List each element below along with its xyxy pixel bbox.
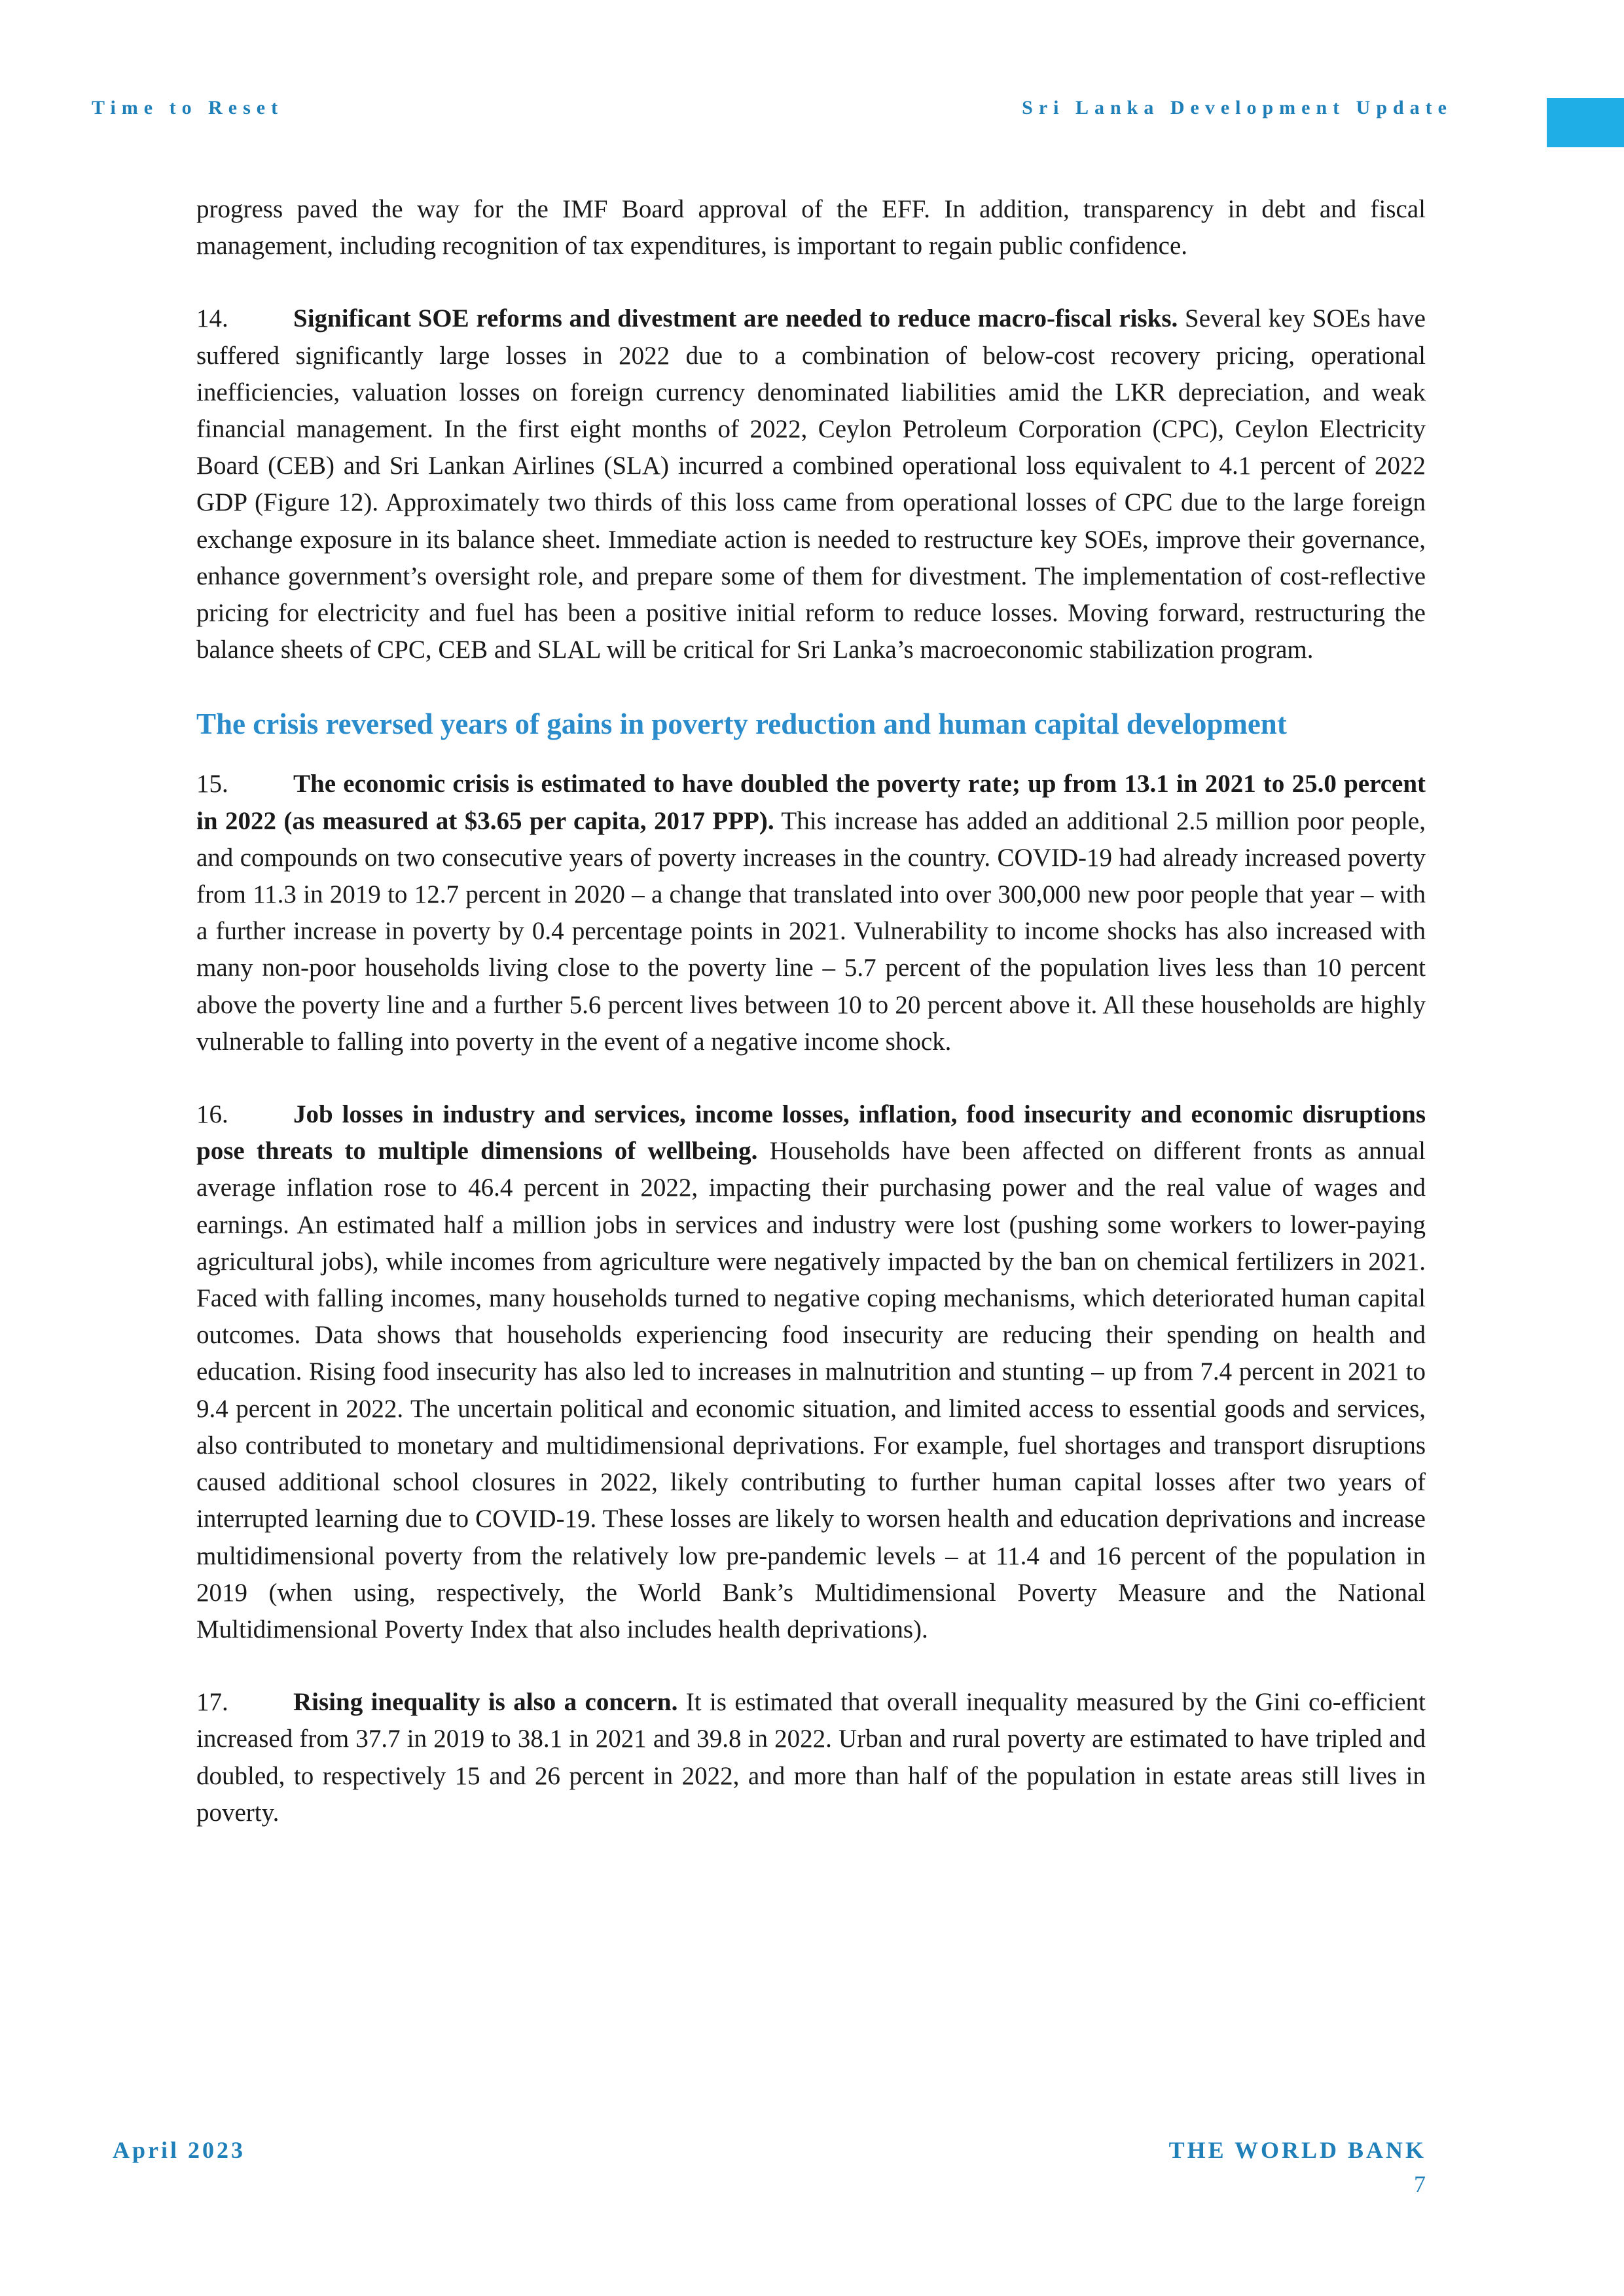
paragraph-text: progress paved the way for the IMF Board approval of the EFF. In addition, transparency in debt and fiscal management, including recognition of tax expenditures, is important to regain public confidence. — [196, 195, 1426, 260]
paragraph-lead: The economic crisis is estimated to have doubled the poverty rate; up from 13.1 in 2021 to 25.0 percent in 2022 (as measured at $3.65 per capita, 2017 PPP). — [196, 770, 1426, 835]
footer-date: April 2023 — [113, 2137, 246, 2163]
page-number: 7 — [1414, 2171, 1426, 2197]
paragraph-lead: Job losses in industry and services, income losses, inflation, food insecurity and economic disruptions pose threats to multiple dimensions of wellbeing. — [196, 1100, 1426, 1166]
paragraph-16 — [196, 1096, 1426, 1648]
paragraph-number: 15. — [196, 770, 228, 798]
paragraph-text: It is estimated that overall inequality measured by the Gini co-efficient increased from 37.7 in 2019 to 38.1 in 2021 and 39.8 in 2022. Urban and rural poverty are estimated to have tripled and doubled, to respectively 15 and 26 percent in 2022, and more than half of the population in estate areas still lives in poverty. — [196, 1688, 1426, 1827]
paragraph-text: This increase has added an additional 2.5 million poor people, and compounds on two consecutive years of poverty increases in the country. COVID-19 had already increased poverty from 11.3 in 2019 to 12.7 percent in 2020 – a change that translated into over 300,000 new poor people that year – with a further increase in poverty by 0.4 percentage points in 2021. Vulnerability to income shocks has also increased with many non-poor households living close to the poverty line – 5.7 percent of the population lives less than 10 percent above the poverty line and a further 5.6 percent lives between 10 to 20 percent above it. All these households are highly vulnerable to falling into poverty in the event of a negative income shock. — [196, 806, 1426, 1056]
paragraph-15 — [196, 766, 1426, 1060]
paragraph-text: Households have been affected on different fronts as annual average inflation rose to 46.4 percent in 2022, impacting their purchasing power and the real value of wages and earnings. An estimated half a million jobs in services and industry were lost (pushing some workers to lower-paying agricultural jobs), while incomes from agriculture were negatively impacted by the ban on chemical fertilizers in 2021. Faced with falling incomes, many households turned to negative coping mechanisms, which deteriorated human capital outcomes. Data shows that households experiencing food insecurity are reducing their spending on health and education. Rising food insecurity has also led to increases in malnutrition and stunting – up from 7.4 percent in 2021 to 9.4 percent in 2022. The uncertain political and economic situation, and limited access to essential goods and services, also contributed to monetary and multidimensional deprivations. For example, fuel shortages and transport disruptions caused additional school closures in 2022, likely contributing to further human capital losses after two years of interrupted learning due to COVID-19. These losses are likely to worsen health and education deprivations and increase multidimensional poverty from the relatively low pre-pandemic levels – at 11.4 and 16 percent of the population in 2019 (when using, respectively, the World Bank’s Multidimensional Poverty Measure and the National Multidimensional Poverty Index that also includes health deprivations). — [196, 1137, 1426, 1643]
header-color-tab — [1547, 98, 1624, 147]
section-heading: The crisis reversed years of gains in poverty reduction and human capital development — [196, 708, 1287, 741]
paragraph-continued — [196, 191, 1426, 264]
header-series-title: Sri Lanka Development Update — [1022, 97, 1453, 118]
paragraph-lead: Rising inequality is also a concern. — [293, 1688, 678, 1717]
paragraph-17 — [196, 1684, 1426, 1831]
document-body — [196, 191, 1426, 1867]
paragraph-number: 14. — [196, 304, 228, 333]
paragraph-text: Several key SOEs have suffered significantly large losses in 2022 due to a combination of below-cost recovery pricing, operational inefficiencies, valuation losses on foreign currency denominated liabilities amid the LKR depreciation, and weak financial management. In the first eight months of 2022, Ceylon Petroleum Corporation (CPC), Ceylon Electricity Board (CEB) and Sri Lankan Airlines (SLA) incurred a combined operational loss equivalent to 4.1 percent of 2022 GDP (Figure 12). Approximately two thirds of this loss came from operational losses of CPC due to the large foreign exchange exposure in its balance sheet. Immediate action is needed to restructure key SOEs, improve their governance, enhance government’s oversight role, and prepare some of them for divestment. The implementation of cost-reflective pricing for electricity and fuel has been a positive initial reform to reduce losses. Moving forward, restructuring the balance sheets of CPC, CEB and SLAL will be critical for Sri Lanka’s macroeconomic stabilization program. — [196, 304, 1426, 664]
paragraph-14 — [196, 300, 1426, 668]
footer-publisher: THE WORLD BANK — [1168, 2137, 1426, 2163]
paragraph-lead: Significant SOE reforms and divestment are needed to reduce macro-fiscal risks. — [293, 304, 1178, 333]
paragraph-number: 17. — [196, 1688, 228, 1717]
header-report-title: Time to Reset — [92, 97, 284, 118]
paragraph-number: 16. — [196, 1100, 228, 1129]
